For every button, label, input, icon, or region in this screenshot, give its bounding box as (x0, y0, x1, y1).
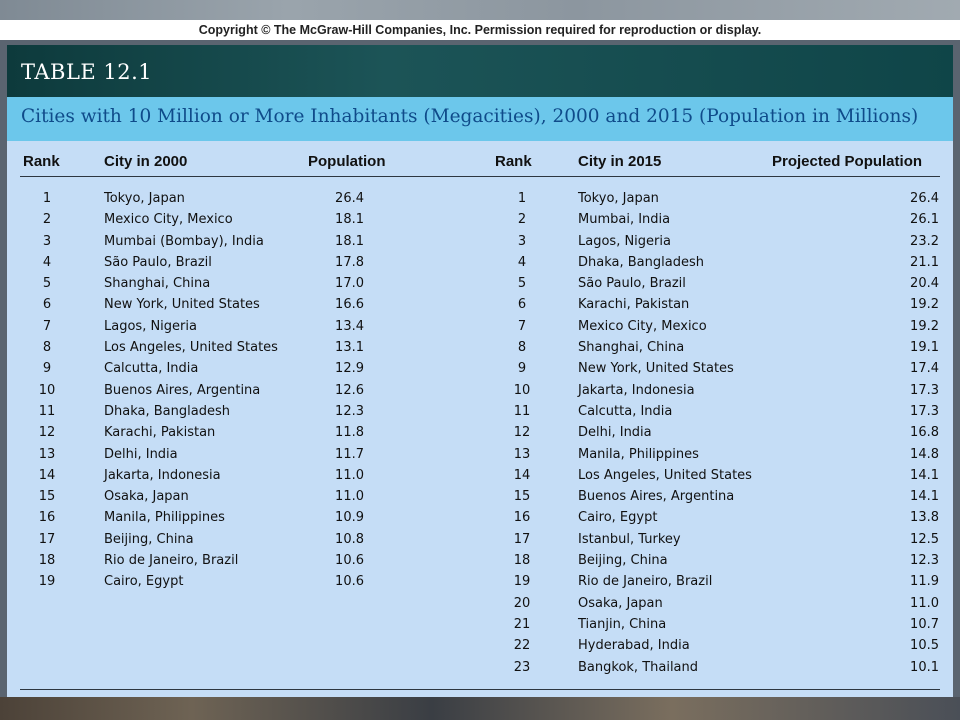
population-cell: 26.4 (335, 191, 364, 206)
rank-cell: 15 (38, 489, 56, 505)
table-row (7, 316, 477, 337)
rank-cell: 10 (38, 382, 56, 398)
city-cell: Tokyo, Japan (104, 191, 185, 206)
city-cell: Calcutta, India (104, 361, 199, 377)
rank-cell: 11 (513, 403, 531, 419)
rank-cell: 12 (513, 425, 531, 441)
population-cell: 17.4 (910, 361, 939, 377)
city-cell: Shanghai, China (578, 340, 685, 356)
city-cell: Hyderabad, India (578, 638, 690, 654)
table-row (477, 593, 953, 614)
table-row (7, 465, 477, 486)
population-cell: 12.3 (910, 553, 939, 569)
table-row (477, 294, 953, 315)
city-cell: Buenos Aires, Argentina (104, 382, 261, 398)
population-cell: 10.8 (335, 531, 364, 547)
left-table-body (7, 188, 477, 593)
table-caption: Cities with 10 Million or More Inhabitants (Megacities), 2000 and 2015 (Population in Millions) (21, 106, 919, 127)
city-cell: New York, United States (578, 361, 734, 377)
rank-cell: 11 (38, 403, 56, 419)
population-cell: 10.6 (335, 574, 364, 590)
city-cell: Bangkok, Thailand (578, 659, 699, 675)
population-cell: 16.8 (910, 425, 939, 441)
population-cell: 18.1 (335, 233, 364, 249)
table-row (7, 188, 477, 209)
table-row (477, 657, 953, 678)
rank-cell: 14 (38, 467, 56, 483)
rank-cell: 5 (517, 276, 527, 292)
population-cell: 12.6 (335, 382, 364, 398)
rank-cell: 7 (517, 318, 527, 334)
city-cell: Manila, Philippines (104, 510, 225, 526)
rank-cell: 15 (513, 489, 531, 505)
background-photo-top (0, 0, 960, 20)
city-cell: Lagos, Nigeria (578, 233, 671, 249)
table-row (7, 252, 477, 273)
city-cell: Mumbai, India (578, 212, 671, 228)
city-cell: Buenos Aires, Argentina (578, 489, 735, 505)
rank-cell: 21 (513, 616, 531, 632)
population-cell: 14.8 (910, 446, 939, 462)
footer-rule (20, 689, 940, 690)
city-cell: Delhi, India (578, 425, 652, 441)
city-cell: São Paulo, Brazil (104, 254, 212, 270)
table-row (477, 486, 953, 507)
city-cell: Los Angeles, United States (578, 467, 752, 483)
city-cell: Lagos, Nigeria (104, 318, 197, 334)
table-row (7, 273, 477, 294)
right-rank-header: Rank (495, 153, 532, 170)
population-cell: 13.8 (910, 510, 939, 526)
copyright-text: Copyright © The McGraw-Hill Companies, Inc. Permission required for reproduction or display. (198, 23, 762, 37)
table-row (7, 294, 477, 315)
table-row (477, 273, 953, 294)
rank-cell: 1 (42, 191, 52, 206)
city-cell: Cairo, Egypt (104, 574, 184, 590)
table-row (477, 316, 953, 337)
right-city-header: City in 2015 (578, 153, 662, 170)
city-cell: Mexico City, Mexico (104, 212, 233, 228)
city-cell: Jakarta, Indonesia (104, 467, 221, 483)
table-row (477, 465, 953, 486)
population-cell: 17.8 (335, 254, 364, 270)
population-cell: 11.0 (335, 489, 364, 505)
table-row (477, 231, 953, 252)
rank-cell: 19 (513, 574, 531, 590)
rank-cell: 1 (517, 191, 527, 206)
city-cell: Mumbai (Bombay), India (104, 233, 264, 249)
city-cell: Beijing, China (104, 531, 194, 547)
population-cell: 19.2 (910, 318, 939, 334)
table-row (7, 529, 477, 550)
rank-cell: 5 (42, 276, 52, 292)
rank-cell: 9 (42, 361, 52, 377)
header-rule (20, 176, 940, 177)
population-cell: 14.1 (910, 467, 939, 483)
table-row (477, 337, 953, 358)
table-row (477, 635, 953, 656)
table-row (7, 486, 477, 507)
rank-cell: 2 (42, 212, 52, 228)
population-cell: 21.1 (910, 254, 939, 270)
city-cell: Dhaka, Bangladesh (578, 254, 704, 270)
table-row (7, 380, 477, 401)
rank-cell: 4 (517, 254, 527, 270)
rank-cell: 22 (513, 638, 531, 654)
rank-cell: 13 (38, 446, 56, 462)
rank-cell: 19 (38, 574, 56, 590)
table-row (7, 422, 477, 443)
population-cell: 26.1 (910, 212, 939, 228)
table-row (7, 401, 477, 422)
rank-cell: 6 (42, 297, 52, 313)
table-row (477, 188, 953, 209)
population-cell: 11.7 (335, 446, 364, 462)
right-population-header: Projected Population (772, 153, 923, 170)
table-row (7, 337, 477, 358)
city-cell: Calcutta, India (578, 403, 673, 419)
population-cell: 10.7 (910, 616, 939, 632)
rank-cell: 18 (38, 553, 56, 569)
rank-cell: 17 (513, 531, 531, 547)
city-cell: Rio de Janeiro, Brazil (104, 553, 239, 569)
population-cell: 10.9 (335, 510, 364, 526)
rank-cell: 14 (513, 467, 531, 483)
city-cell: Shanghai, China (104, 276, 211, 292)
rank-cell: 13 (513, 446, 531, 462)
population-cell: 26.4 (910, 191, 939, 206)
table-row (477, 422, 953, 443)
table-row (7, 444, 477, 465)
population-cell: 10.5 (910, 638, 939, 654)
table-row (477, 550, 953, 571)
rank-cell: 18 (513, 553, 531, 569)
rank-cell: 16 (513, 510, 531, 526)
population-cell: 12.5 (910, 531, 939, 547)
population-cell: 10.6 (335, 553, 364, 569)
population-cell: 19.2 (910, 297, 939, 313)
population-cell: 17.3 (910, 382, 939, 398)
table-row (7, 358, 477, 379)
population-cell: 18.1 (335, 212, 364, 228)
rank-cell: 7 (42, 318, 52, 334)
rank-cell: 17 (38, 531, 56, 547)
population-cell: 13.4 (335, 318, 364, 334)
city-cell: Rio de Janeiro, Brazil (578, 574, 713, 590)
city-cell: Tokyo, Japan (578, 191, 659, 206)
population-cell: 17.0 (335, 276, 364, 292)
city-cell: Dhaka, Bangladesh (104, 403, 230, 419)
rank-cell: 3 (517, 233, 527, 249)
rank-cell: 9 (517, 361, 527, 377)
population-cell: 13.1 (335, 340, 364, 356)
table-row (7, 550, 477, 571)
table-row (7, 571, 477, 592)
rank-cell: 16 (38, 510, 56, 526)
population-cell: 11.9 (910, 574, 939, 590)
city-cell: São Paulo, Brazil (578, 276, 686, 292)
population-cell: 11.0 (335, 467, 364, 483)
rank-cell: 8 (517, 340, 527, 356)
table-row (477, 358, 953, 379)
copyright-banner (0, 20, 960, 40)
table-row (477, 252, 953, 273)
rank-cell: 10 (513, 382, 531, 398)
left-city-header: City in 2000 (104, 153, 188, 170)
population-cell: 23.2 (910, 233, 939, 249)
population-cell: 16.6 (335, 297, 364, 313)
population-cell: 17.3 (910, 403, 939, 419)
city-cell: Delhi, India (104, 446, 178, 462)
rank-cell: 2 (517, 212, 527, 228)
city-cell: Manila, Philippines (578, 446, 699, 462)
caption-band (7, 97, 953, 141)
table-row (477, 507, 953, 528)
city-cell: Karachi, Pakistan (104, 425, 216, 441)
city-cell: Mexico City, Mexico (578, 318, 707, 334)
city-cell: Cairo, Egypt (578, 510, 658, 526)
population-cell: 14.1 (910, 489, 939, 505)
population-cell: 11.8 (335, 425, 364, 441)
city-cell: New York, United States (104, 297, 260, 313)
table-row (477, 614, 953, 635)
table-row (477, 571, 953, 592)
table-row (477, 401, 953, 422)
table-row (7, 507, 477, 528)
population-cell: 19.1 (910, 340, 939, 356)
rank-cell: 12 (38, 425, 56, 441)
city-cell: Tianjin, China (578, 616, 667, 632)
table-row (7, 209, 477, 230)
rank-cell: 3 (42, 233, 52, 249)
table-row (7, 231, 477, 252)
population-cell: 12.3 (335, 403, 364, 419)
rank-cell: 23 (513, 659, 531, 675)
population-cell: 11.0 (910, 595, 939, 611)
city-cell: Karachi, Pakistan (578, 297, 690, 313)
right-table-body (477, 188, 953, 678)
background-photo-bottom (0, 697, 960, 720)
population-cell: 12.9 (335, 361, 364, 377)
table-row (477, 529, 953, 550)
left-population-header: Population (308, 153, 386, 170)
left-rank-header: Rank (23, 153, 60, 170)
table-row (477, 444, 953, 465)
city-cell: Osaka, Japan (578, 595, 663, 611)
city-cell: Istanbul, Turkey (578, 531, 681, 547)
table-row (477, 380, 953, 401)
rank-cell: 4 (42, 254, 52, 270)
table-row (477, 209, 953, 230)
table-header-bar (7, 45, 953, 97)
city-cell: Beijing, China (578, 553, 668, 569)
table-number: TABLE 12.1 (21, 60, 153, 84)
rank-cell: 6 (517, 297, 527, 313)
rank-cell: 20 (513, 595, 531, 611)
population-cell: 20.4 (910, 276, 939, 292)
city-cell: Los Angeles, United States (104, 340, 278, 356)
city-cell: Jakarta, Indonesia (578, 382, 695, 398)
city-cell: Osaka, Japan (104, 489, 189, 505)
rank-cell: 8 (42, 340, 52, 356)
table-panel (7, 45, 953, 697)
population-cell: 10.1 (910, 659, 939, 675)
